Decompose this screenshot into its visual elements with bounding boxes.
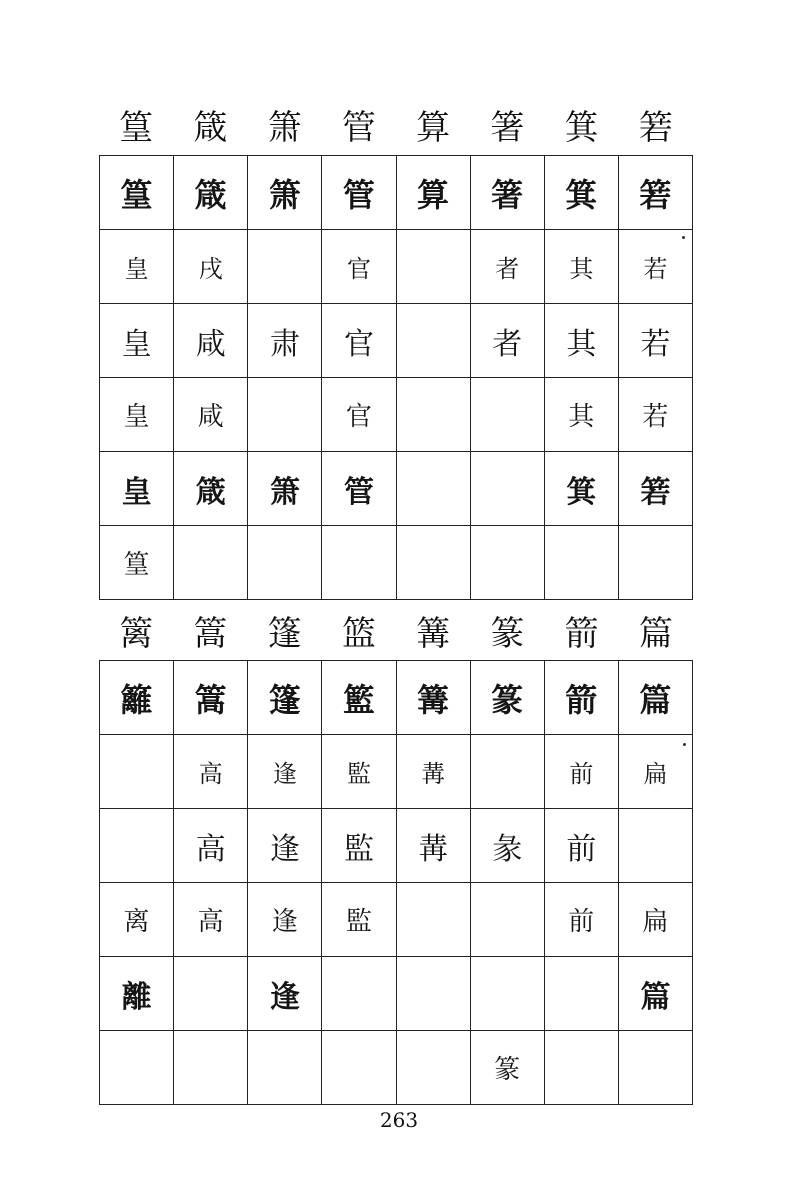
- table-cell: [396, 1031, 470, 1105]
- table-cell: [248, 304, 322, 378]
- glyph-form: 皇: [121, 326, 152, 362]
- table-cell: [100, 1031, 174, 1105]
- table-cell: [174, 304, 248, 378]
- glyph-form: 箸: [491, 175, 524, 214]
- table-cell: [100, 809, 174, 883]
- table-cell: [544, 156, 618, 230]
- page-number: 263: [379, 1108, 419, 1132]
- table-cell: [470, 156, 544, 230]
- table-row: [100, 957, 693, 1031]
- table-cell: [618, 1031, 692, 1105]
- table-cell: [248, 378, 322, 452]
- glyph-form: 篆: [494, 1055, 521, 1085]
- table-cell: [322, 526, 396, 600]
- header-char: 箫: [267, 108, 302, 148]
- section1-character-table: [99, 155, 693, 600]
- glyph-form: 箫: [269, 474, 300, 510]
- header-char: 篱: [119, 614, 154, 654]
- table-cell: [396, 883, 470, 957]
- table-cell: [100, 452, 174, 526]
- glyph-form: 扁: [643, 760, 668, 788]
- table-row: [100, 378, 693, 452]
- glyph-form: 前: [568, 907, 595, 937]
- table-cell: [248, 735, 322, 809]
- table-cell: [248, 661, 322, 735]
- table-cell: [618, 230, 692, 304]
- table-cell: [470, 883, 544, 957]
- glyph-form: 篁: [120, 175, 153, 214]
- table-cell: [322, 809, 396, 883]
- table-cell: [470, 1031, 544, 1105]
- glyph-form: 高: [198, 760, 223, 788]
- table-cell: [248, 883, 322, 957]
- table-cell: [396, 378, 470, 452]
- table-cell: [174, 1031, 248, 1105]
- table-cell: [618, 735, 692, 809]
- glyph-form: 皇: [121, 474, 152, 510]
- glyph-form: 若: [640, 326, 671, 362]
- table-row: [100, 735, 693, 809]
- header-char: 管: [341, 108, 376, 148]
- glyph-form: 算: [417, 175, 450, 214]
- glyph-form: 者: [492, 326, 523, 362]
- table-cell: [100, 883, 174, 957]
- table-cell: [174, 230, 248, 304]
- header-char: 箴: [193, 108, 228, 148]
- section2-character-table: [99, 660, 693, 1105]
- glyph-form: 高: [195, 831, 226, 867]
- table-cell: [544, 957, 618, 1031]
- header-char: 篮: [341, 614, 376, 654]
- header-char: 篝: [416, 614, 451, 654]
- table-cell: [174, 957, 248, 1031]
- table-row: [100, 883, 693, 957]
- table-cell: [100, 735, 174, 809]
- table-cell: [544, 661, 618, 735]
- table-cell: [174, 452, 248, 526]
- table-cell: [544, 230, 618, 304]
- glyph-form: 逢: [272, 760, 297, 788]
- glyph-form: 戌: [198, 255, 223, 283]
- table-cell: [618, 378, 692, 452]
- table-cell: [100, 526, 174, 600]
- table-cell: [396, 156, 470, 230]
- table-cell: [396, 526, 470, 600]
- table-cell: [470, 452, 544, 526]
- glyph-form: 管: [342, 175, 375, 214]
- table-cell: [322, 1031, 396, 1105]
- table-cell: [322, 735, 396, 809]
- table-cell: [322, 156, 396, 230]
- glyph-form: 官: [345, 402, 372, 432]
- glyph-form: 離: [121, 979, 152, 1015]
- glyph-form: 逢: [269, 831, 300, 867]
- header-char: 篙: [193, 614, 228, 654]
- glyph-form: 彖: [492, 831, 523, 867]
- glyph-form: 篙: [194, 680, 227, 719]
- glyph-form: 皇: [123, 402, 150, 432]
- table-cell: [544, 735, 618, 809]
- glyph-form: 監: [346, 760, 371, 788]
- header-char: 篁: [119, 108, 154, 148]
- glyph-form: 箕: [566, 474, 597, 510]
- header-char: 篷: [267, 614, 302, 654]
- table-cell: [618, 661, 692, 735]
- header-char: 算: [416, 108, 451, 148]
- glyph-form: 箕: [565, 175, 598, 214]
- table-cell: [396, 304, 470, 378]
- glyph-form: 箭: [565, 680, 598, 719]
- table-cell: [544, 378, 618, 452]
- glyph-form: 官: [346, 255, 371, 283]
- glyph-form: 監: [345, 907, 372, 937]
- glyph-form: 籃: [342, 680, 375, 719]
- table-cell: [174, 883, 248, 957]
- header-char: 箕: [564, 108, 599, 148]
- table-cell: [396, 452, 470, 526]
- dot-mark: [682, 236, 685, 239]
- header-char: 箭: [564, 614, 599, 654]
- glyph-form: 其: [569, 255, 594, 283]
- table-cell: [396, 809, 470, 883]
- table-cell: [618, 957, 692, 1031]
- section2-header-row: [99, 612, 693, 656]
- table-cell: [248, 957, 322, 1031]
- table-cell: [470, 230, 544, 304]
- section1-header-row: [99, 106, 693, 150]
- table-cell: [396, 230, 470, 304]
- table-cell: [544, 526, 618, 600]
- table-row: [100, 661, 693, 735]
- table-cell: [544, 883, 618, 957]
- table-cell: [618, 156, 692, 230]
- table-cell: [100, 378, 174, 452]
- table-cell: [618, 304, 692, 378]
- table-cell: [618, 452, 692, 526]
- table-cell: [470, 957, 544, 1031]
- table-cell: [322, 304, 396, 378]
- table-cell: [248, 230, 322, 304]
- table-row: [100, 156, 693, 230]
- glyph-form: 篆: [491, 680, 524, 719]
- dot-mark: [683, 743, 686, 746]
- table-row: [100, 230, 693, 304]
- table-cell: [174, 378, 248, 452]
- table-cell: [322, 230, 396, 304]
- glyph-form: 若: [643, 255, 668, 283]
- glyph-form: 扁: [642, 907, 669, 937]
- table-cell: [248, 1031, 322, 1105]
- table-cell: [470, 378, 544, 452]
- glyph-form: 篷: [268, 680, 301, 719]
- glyph-form: 監: [343, 831, 374, 867]
- table-cell: [322, 957, 396, 1031]
- table-cell: [396, 957, 470, 1031]
- table-cell: [100, 661, 174, 735]
- glyph-form: 若: [642, 402, 669, 432]
- table-cell: [174, 735, 248, 809]
- glyph-form: 冓: [418, 831, 449, 867]
- table-cell: [100, 957, 174, 1031]
- table-cell: [174, 526, 248, 600]
- glyph-form: 皇: [124, 255, 149, 283]
- glyph-form: 前: [569, 760, 594, 788]
- glyph-form: 篇: [640, 979, 671, 1015]
- table-cell: [100, 304, 174, 378]
- table-cell: [322, 378, 396, 452]
- table-cell: [618, 883, 692, 957]
- table-cell: [174, 809, 248, 883]
- table-cell: [618, 809, 692, 883]
- table-cell: [100, 156, 174, 230]
- header-char: 箸: [490, 108, 525, 148]
- table-row: [100, 526, 693, 600]
- glyph-form: 官: [343, 326, 374, 362]
- glyph-form: 箬: [639, 175, 672, 214]
- table-cell: [322, 452, 396, 526]
- table-cell: [618, 526, 692, 600]
- glyph-form: 高: [197, 907, 224, 937]
- table-cell: [174, 661, 248, 735]
- table-cell: [174, 156, 248, 230]
- table-cell: [248, 156, 322, 230]
- glyph-form: 其: [566, 326, 597, 362]
- header-char: 篆: [490, 614, 525, 654]
- table-row: [100, 304, 693, 378]
- table-cell: [470, 809, 544, 883]
- glyph-form: 篝: [417, 680, 450, 719]
- table-cell: [322, 661, 396, 735]
- glyph-form: 逢: [271, 907, 298, 937]
- glyph-form: 离: [123, 907, 150, 937]
- glyph-form: 箴: [194, 175, 227, 214]
- table-cell: [396, 661, 470, 735]
- table-cell: [470, 661, 544, 735]
- table-cell: [544, 304, 618, 378]
- header-char: 箬: [638, 108, 673, 148]
- table-cell: [470, 526, 544, 600]
- table-row: [100, 452, 693, 526]
- table-cell: [544, 809, 618, 883]
- glyph-form: 箬: [640, 474, 671, 510]
- glyph-form: 籬: [120, 680, 153, 719]
- header-char: 篇: [638, 614, 673, 654]
- glyph-form: 箴: [195, 474, 226, 510]
- table-row: [100, 1031, 693, 1105]
- table-cell: [544, 452, 618, 526]
- glyph-form: 逢: [269, 979, 300, 1015]
- glyph-form: 咸: [197, 402, 224, 432]
- table-cell: [248, 526, 322, 600]
- glyph-form: 篁: [123, 550, 150, 580]
- glyph-form: 其: [568, 402, 595, 432]
- table-cell: [470, 304, 544, 378]
- table-cell: [544, 1031, 618, 1105]
- glyph-form: 前: [566, 831, 597, 867]
- glyph-form: 篇: [639, 680, 672, 719]
- table-row: [100, 809, 693, 883]
- glyph-form: 管: [343, 474, 374, 510]
- glyph-form: 者: [495, 255, 520, 283]
- table-cell: [322, 883, 396, 957]
- table-cell: [248, 452, 322, 526]
- glyph-form: 箫: [268, 175, 301, 214]
- table-cell: [470, 735, 544, 809]
- table-cell: [396, 735, 470, 809]
- glyph-form: 肃: [269, 326, 300, 362]
- table-cell: [248, 809, 322, 883]
- glyph-form: 咸: [195, 326, 226, 362]
- glyph-form: 冓: [421, 760, 446, 788]
- table-cell: [100, 230, 174, 304]
